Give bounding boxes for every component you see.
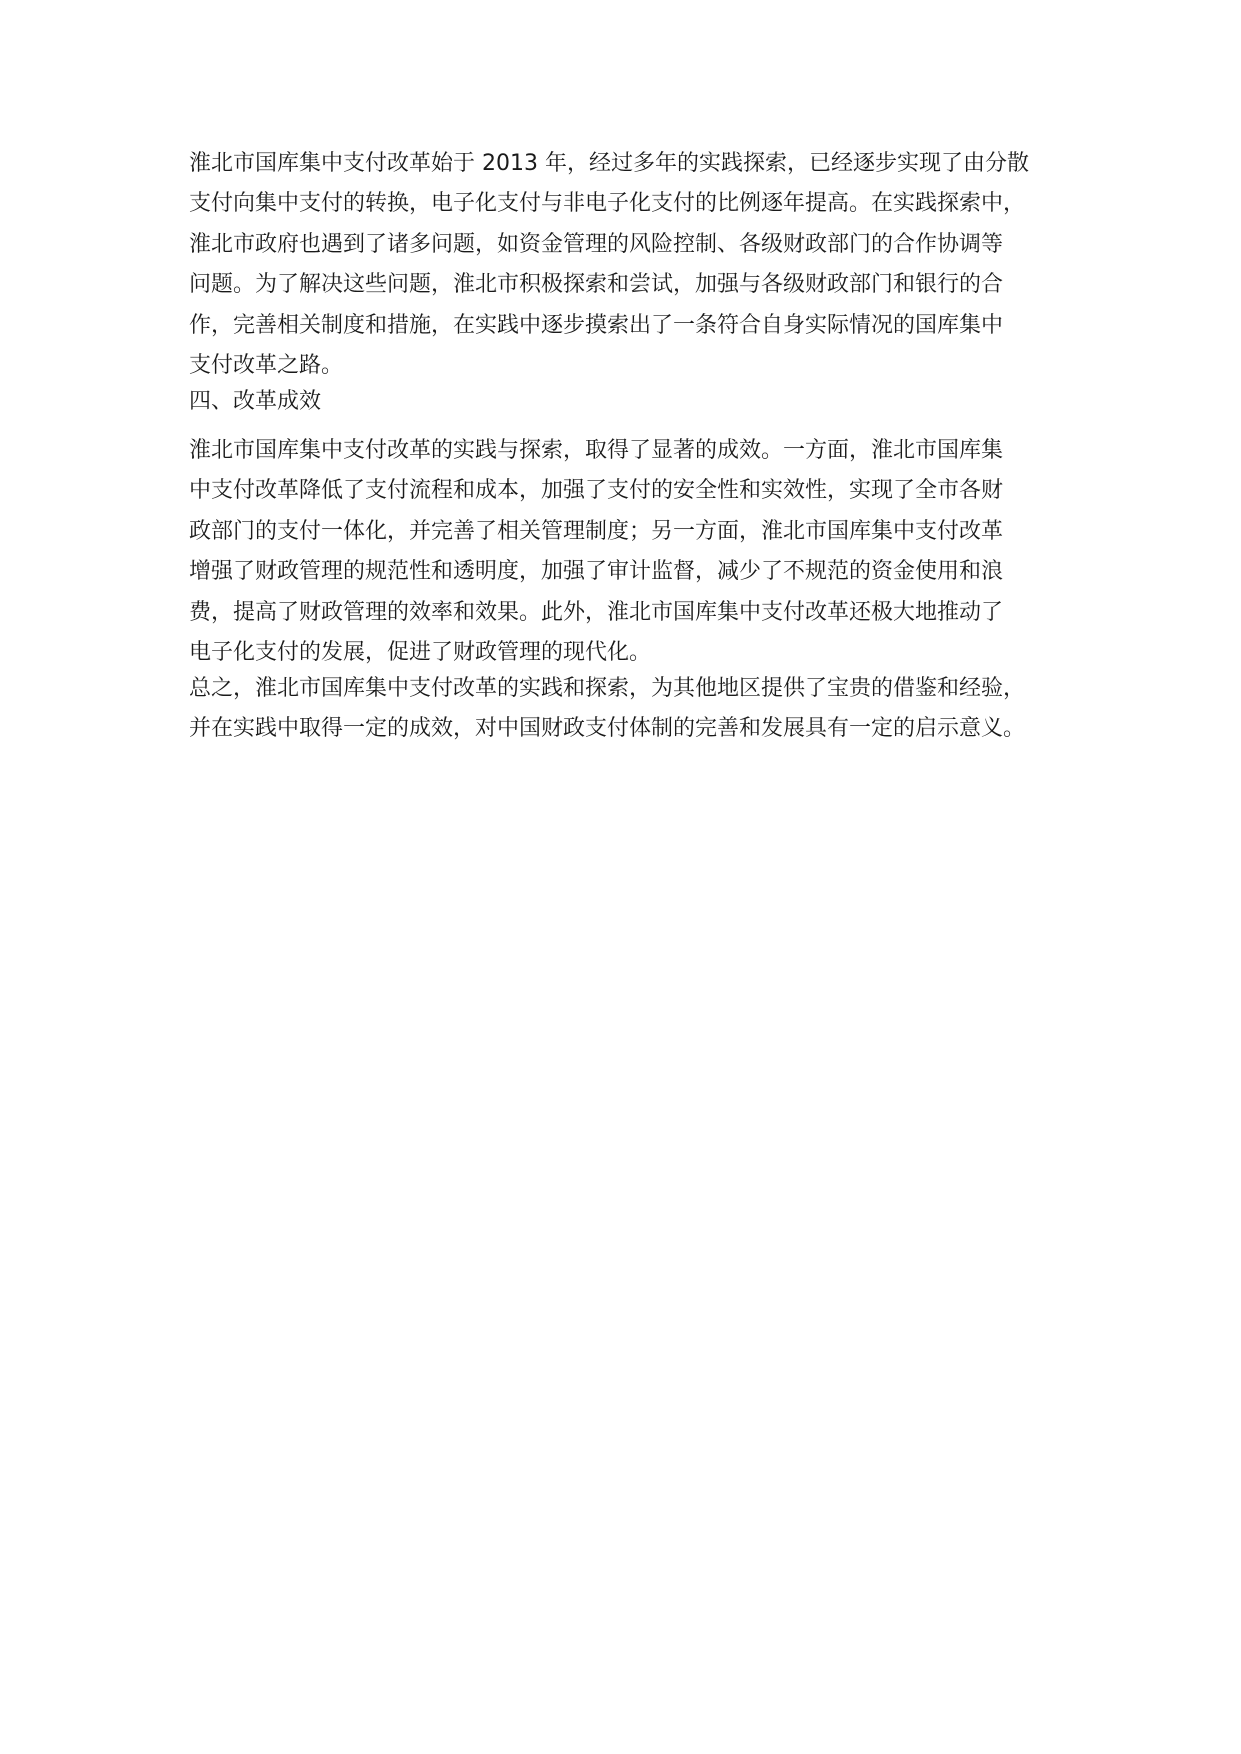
- text-line: 淮北市政府也遇到了诸多问题，如资金管理的风险控制、各级财政部门的合作协调等: [189, 231, 1004, 257]
- heading-text: 四、改革成效: [189, 388, 322, 414]
- paragraph-background: [189, 153, 1079, 378]
- document-body: [189, 153, 1079, 754]
- text-line: 费，提高了财政管理的效率和效果。此外，淮北市国库集中支付改革还极大地推动了: [189, 599, 1004, 625]
- text-line: 并在实践中取得一定的成效，对中国财政支付体制的完善和发展具有一定的启示意义。: [189, 716, 1026, 742]
- text-line: 问题。为了解决这些问题，淮北市积极探索和尝试，加强与各级财政部门和银行的合: [189, 272, 1004, 298]
- text-line: 作，完善相关制度和措施，在实践中逐步摸索出了一条符合自身实际情况的国库集中: [189, 312, 1004, 338]
- paragraph-conclusion: [189, 675, 1079, 742]
- text-line: 淮北市国库集中支付改革的实践与探索，取得了显著的成效。一方面，淮北市国库集: [189, 437, 1004, 463]
- text-line: 总之，淮北市国库集中支付改革的实践和探索，为其他地区提供了宝贵的借鉴和经验，: [189, 675, 1026, 701]
- text-line: 电子化支付的发展，促进了财政管理的现代化。: [189, 639, 652, 665]
- text-line: 支付向集中支付的转换，电子化支付与非电子化支付的比例逐年提高。在实践探索中，: [189, 191, 1026, 217]
- text-line: 政部门的支付一体化，并完善了相关管理制度；另一方面，淮北市国库集中支付改革: [189, 518, 1004, 544]
- text-line: 增强了财政管理的规范性和透明度，加强了审计监督，减少了不规范的资金使用和浪: [189, 559, 1004, 585]
- text-line: 支付改革之路。: [189, 352, 344, 378]
- section-heading: [189, 388, 1079, 414]
- text-line: 淮北市国库集中支付改革始于 2013 年，经过多年的实践探索，已经逐步实现了由分散: [189, 151, 1029, 176]
- paragraph-results: [189, 437, 1079, 665]
- text-line: 中支付改革降低了支付流程和成本，加强了支付的安全性和实效性，实现了全市各财: [189, 478, 1004, 504]
